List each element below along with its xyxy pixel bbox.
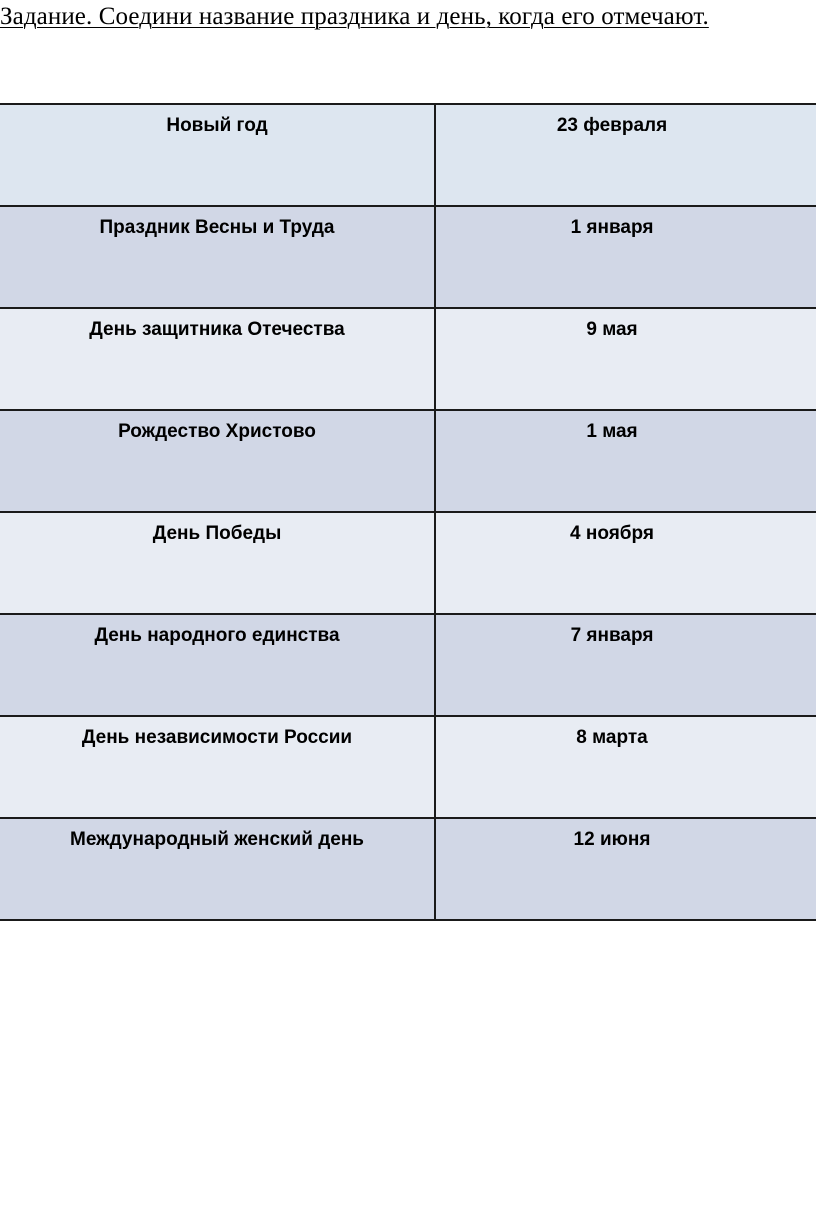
holiday-name: Праздник Весны и Труда (99, 217, 335, 238)
holiday-name: Рождество Христово (118, 421, 316, 442)
date-cell (435, 104, 816, 206)
matching-table (0, 103, 816, 921)
holiday-cell (0, 818, 435, 920)
holiday-date: 12 июня (573, 829, 651, 850)
holiday-name: День Победы (152, 523, 282, 544)
holiday-cell (0, 206, 435, 308)
holiday-cell (0, 104, 435, 206)
holiday-cell (0, 410, 435, 512)
holiday-cell (0, 308, 435, 410)
date-cell (435, 614, 816, 716)
holiday-date: 23 февраля (556, 115, 668, 136)
holiday-name: Международный женский день (70, 829, 364, 850)
table-row (0, 614, 816, 716)
holiday-name: День защитника Отечества (89, 319, 345, 340)
date-cell (435, 206, 816, 308)
holiday-date: 7 января (570, 625, 654, 646)
table-row (0, 818, 816, 920)
date-cell (435, 410, 816, 512)
holiday-cell (0, 614, 435, 716)
holiday-date: 1 мая (586, 421, 638, 442)
holiday-name: Новый год (166, 115, 268, 136)
table-row (0, 512, 816, 614)
date-cell (435, 308, 816, 410)
holiday-date: 4 ноября (570, 523, 654, 544)
holiday-cell (0, 716, 435, 818)
task-title: Задание. Соедини название праздника и день, когда его отмечают. (0, 3, 709, 30)
holiday-name: День народного единства (94, 625, 340, 646)
date-cell (435, 818, 816, 920)
holiday-date: 8 марта (576, 727, 648, 748)
date-cell (435, 716, 816, 818)
table-row (0, 410, 816, 512)
holiday-date: 1 января (570, 217, 654, 238)
table-row (0, 308, 816, 410)
holiday-cell (0, 512, 435, 614)
table-row (0, 716, 816, 818)
holiday-date: 9 мая (586, 319, 638, 340)
holiday-name: День независимости России (81, 727, 353, 748)
date-cell (435, 512, 816, 614)
table-row (0, 104, 816, 206)
table-row (0, 206, 816, 308)
